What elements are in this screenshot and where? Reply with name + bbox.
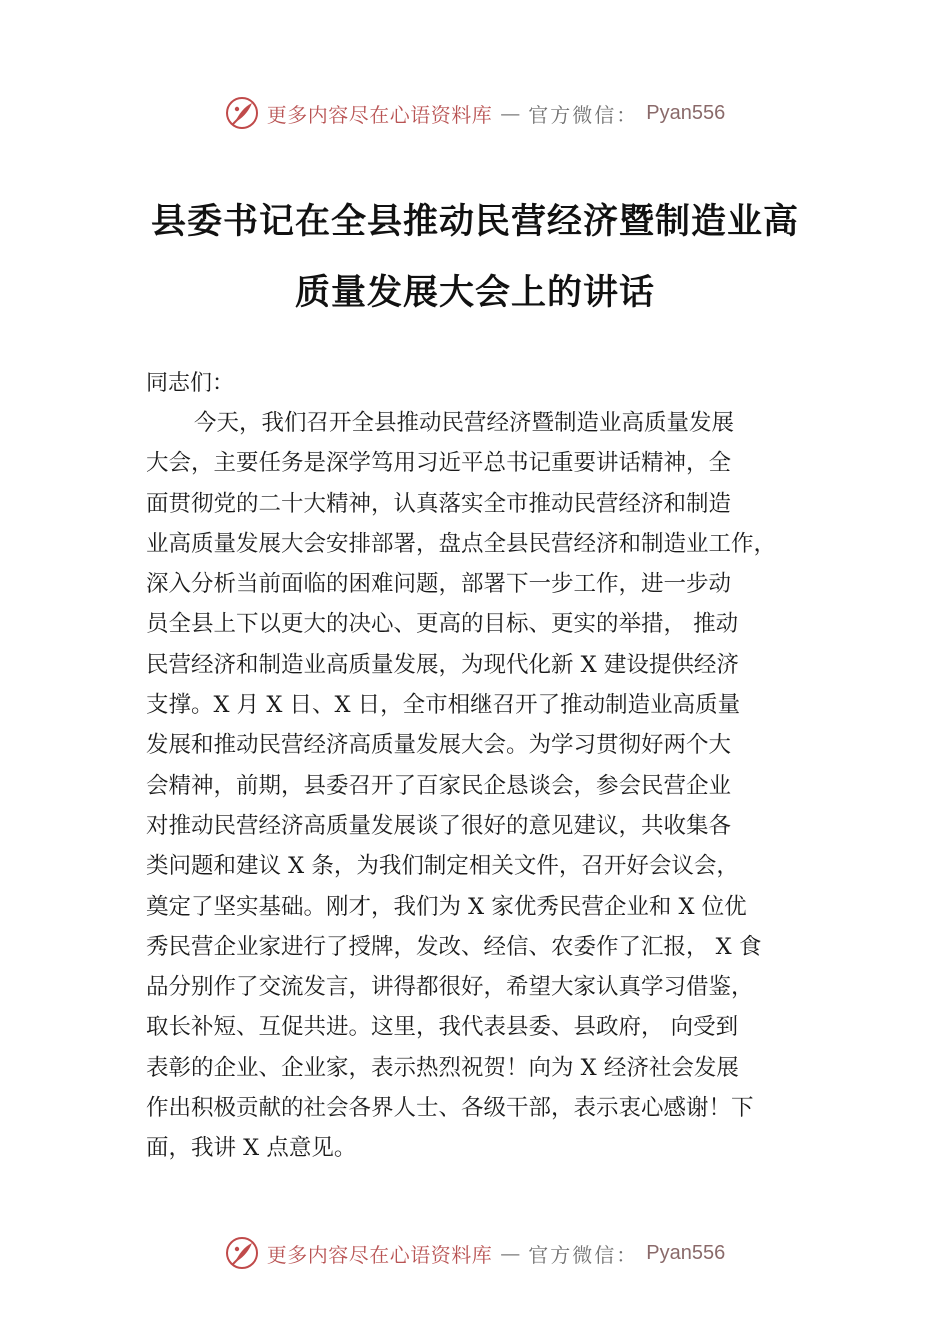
wechat-id: Pyan556 [646,101,726,124]
body-line: 大会，主要任务是深学笃用习近平总书记重要讲话精神，全 [146,450,732,477]
wechat-label: 官方微信： [528,1242,639,1267]
body-line: 奠定了坚实基础。刚才，我们为 X 家优秀民营企业和 X 位优 [146,893,747,920]
body-paragraph [146,403,836,1169]
body-line: 今天，我们召开全县推动民营经济暨制造业高质量发展 [194,410,735,436]
promo-dash: — [500,101,521,125]
promo-text: 更多内容尽在心语资料库 [266,1242,493,1267]
body-line: 对推动民营经济高质量发展谈了很好的意见建议，共收集各 [146,812,732,839]
body-line: 深入分析当前面临的困难问题，部署下一步工作，进一步动 [146,571,732,598]
body-line: 秀民营企业家进行了授牌，发改、经信、农委作了汇报， X 食 [146,933,762,960]
body-line: 民营经济和制造业高质量发展，为现代化新 X 建设提供经济 [146,651,739,678]
body-line: 类问题和建议 X 条，为我们制定相关文件，召开好会议会， [146,853,739,880]
wechat-label: 官方微信： [528,102,639,127]
body-line: 面贯彻党的二十大精神，认真落实全市推动民营经济和制造 [146,490,732,517]
body-line: 表彰的企业、企业家，表示热烈祝贺！向为 X 经济社会发展 [146,1054,739,1081]
body-line: 会精神，前期，县委召开了百家民企恳谈会，参会民营企业 [146,772,732,799]
title-line-1: 县委书记在全县推动民营经济暨制造业高 [150,201,799,242]
body-line: 业高质量发展大会安排部署，盘点全县民营经济和制造业工作， [146,530,777,557]
feather-quill-logo-icon [225,1236,259,1270]
body-line: 取长补短、互促共进。这里，我代表县委、县政府， 向受到 [146,1014,739,1041]
header-watermark-banner [0,93,950,133]
wechat-id: Pyan556 [646,1241,726,1264]
document-title [0,186,950,328]
promo-text: 更多内容尽在心语资料库 [266,102,493,127]
promo-dash: — [500,1241,521,1265]
title-line-2: 质量发展大会上的讲话 [294,272,655,313]
footer-watermark-banner [0,1233,950,1273]
salutation: 同志们： [146,371,235,396]
body-line: 面，我讲 X 点意见。 [146,1135,357,1162]
feather-quill-logo-icon [225,96,259,130]
body-line: 发展和推动民营经济高质量发展大会。为学习贯彻好两个大 [146,732,732,759]
body-line: 作出积极贡献的社会各界人士、各级干部，表示衷心感谢！下 [146,1095,754,1122]
body-line: 员全县上下以更大的决心、更高的目标、更实的举措， 推动 [146,611,739,638]
body-line: 品分别作了交流发言，讲得都很好，希望大家认真学习借鉴， [146,974,754,1001]
body-line: 支撑。X 月 X 日、X 日，全市相继召开了推动制造业高质量 [146,692,741,719]
